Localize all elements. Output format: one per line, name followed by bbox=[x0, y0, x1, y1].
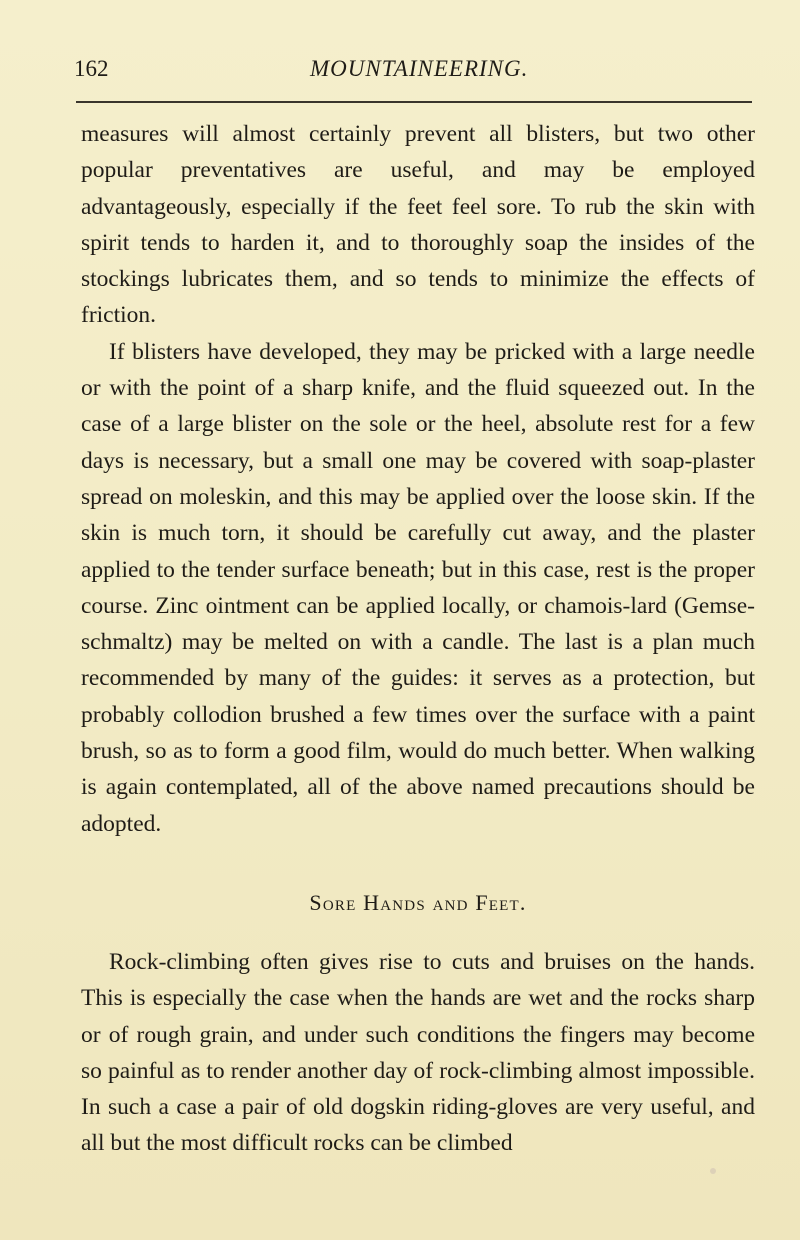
running-head bbox=[74, 52, 754, 86]
paragraph-blisters: If blisters have developed, they may be pricked with a large needle or with the point of a sharp knife, and the fluid squeezed out. In the case of a large blister on the sole or the heel, absolute rest for a few days is necessary, but a small one may be covered with soap-plaster spread on moleskin, and this may be applied over the loose skin. If the skin is much torn, it should be carefully cut away, and the plaster applied to the tender surface beneath; but in this case, rest is the proper course. Zinc ointment can be applied locally, or chamois-lard (Gemse-schmaltz) may be melted on with a candle. The last is a plan much recommended by many of the guides: it serves as a protection, but probably collodion brushed a few times over the surface with a paint brush, so as to form a good film, would do much better. When walking is again contemplated, all of the above named precautions should be adopted. bbox=[81, 338, 755, 837]
paper-speck bbox=[710, 1168, 716, 1174]
paragraph-continuation: measures will almost certainly prevent all blisters, but two other popular preventatives are useful, and may be employed advantageously, especially if the feet feel sore. To rub the skin with spirit tends to harden it, and to thoroughly soap the insides of the stockings lubricates them, and so tends to minimize the effects of friction. bbox=[81, 121, 755, 329]
paragraph-sore-hands: Rock-climbing often gives rise to cuts and bruises on the hands. This is especially the case when the hands are wet and the rocks sharp or of rough grain, and under such conditions the fingers may become so painful as to render another day of rock-climbing almost impossible. In such a case a pair of old dogskin riding-gloves are very useful, and all but the most difficult rocks can be climbed bbox=[81, 948, 755, 1157]
running-title: MOUNTAINEERING. bbox=[310, 56, 529, 81]
page-body bbox=[81, 116, 755, 1162]
section-heading: Sore Hands and Feet. bbox=[309, 889, 527, 915]
page-number: 162 bbox=[74, 56, 109, 81]
header-rule bbox=[76, 101, 752, 103]
